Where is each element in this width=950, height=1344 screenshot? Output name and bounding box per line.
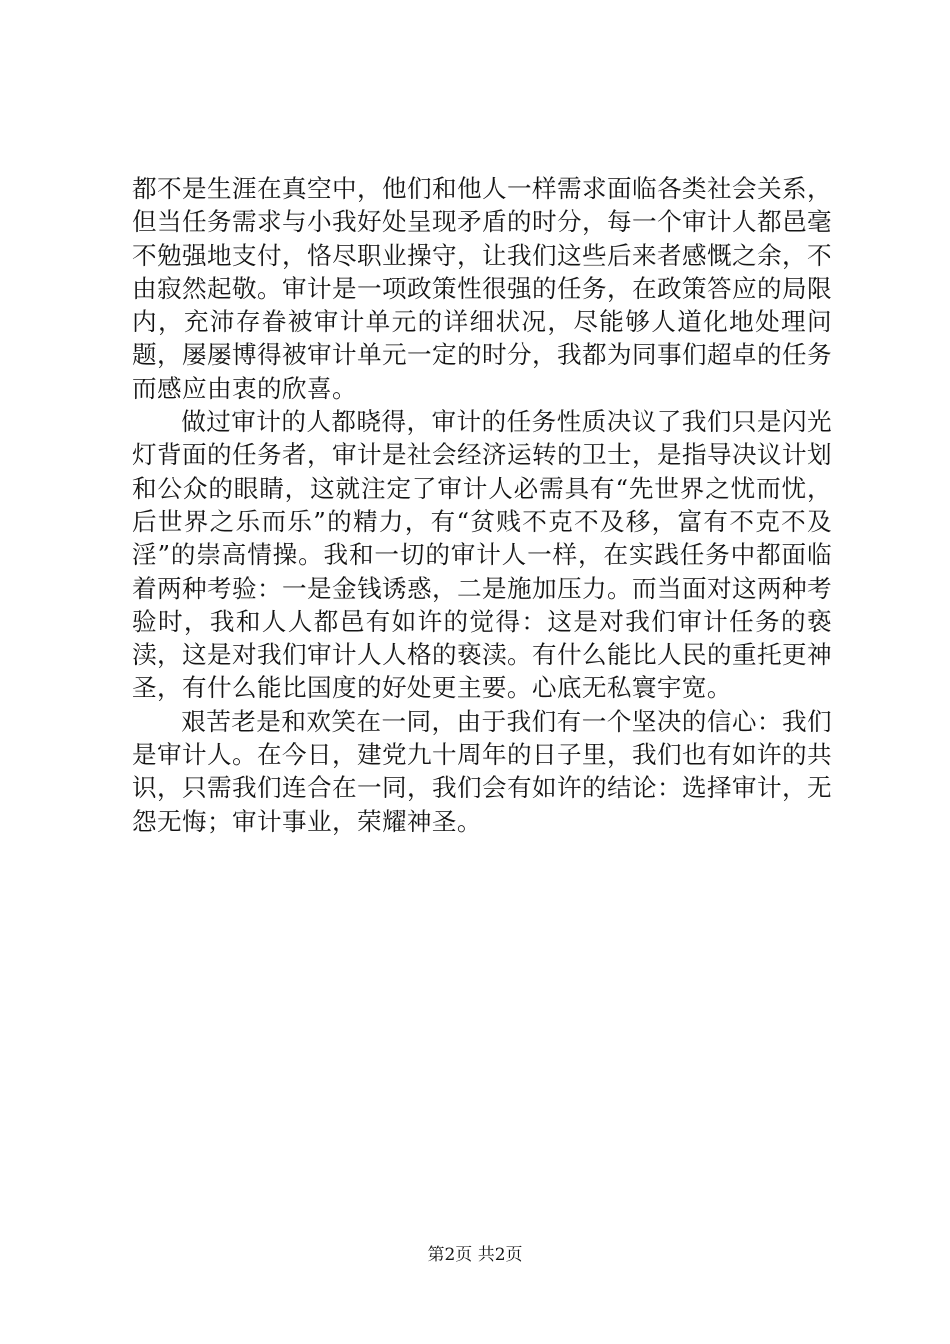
document-body (132, 172, 832, 838)
paragraph-1: 都不是生涯在真空中，他们和他人一样需求面临各类社会关系，但当任务需求与小我好处呈现矛盾的时分，每一个审计人都邑毫不勉强地支付，恪尽职业操守，让我们这些后来者感慨之余，不由寂然起敬。审计是一项政策性很强的任务，在政策答应的局限内，充沛存眷被审计单元的详细状况，尽能够人道化地处理问题，屡屡博得被审计单元一定的时分，我都为同事们超卓的任务而感应由衷的欣喜。 (132, 174, 832, 403)
page-footer: 第2页 共2页 (427, 1245, 523, 1265)
paragraph-3: 艰苦老是和欢笑在一同，由于我们有一个坚决的信心：我们是审计人。在今日，建党九十周年的日子里，我们也有如许的共识，只需我们连合在一同，我们会有如许的结论：选择审计，无怨无悔；审计事业，荣耀神圣。 (132, 706, 832, 836)
paragraph-2: 做过审计的人都晓得，审计的任务性质决议了我们只是闪光灯背面的任务者，审计是社会经济运转的卫士，是指导决议计划和公众的眼睛，这就注定了审计人必需具有“先世界之忧而忧，后世界之乐而乐”的精力，有“贫贱不克不及移，富有不克不及淫”的崇高情操。我和一切的审计人一样，在实践任务中都面临着两种考验：一是金钱诱惑，二是施加压力。而当面对这两种考验时，我和人人都邑有如许的觉得：这是对我们审计任务的亵渎，这是对我们审计人人格的亵渎。有什么能比人民的重托更神圣，有什么能比国度的好处更主要。心底无私寰宇宽。 (132, 407, 832, 703)
